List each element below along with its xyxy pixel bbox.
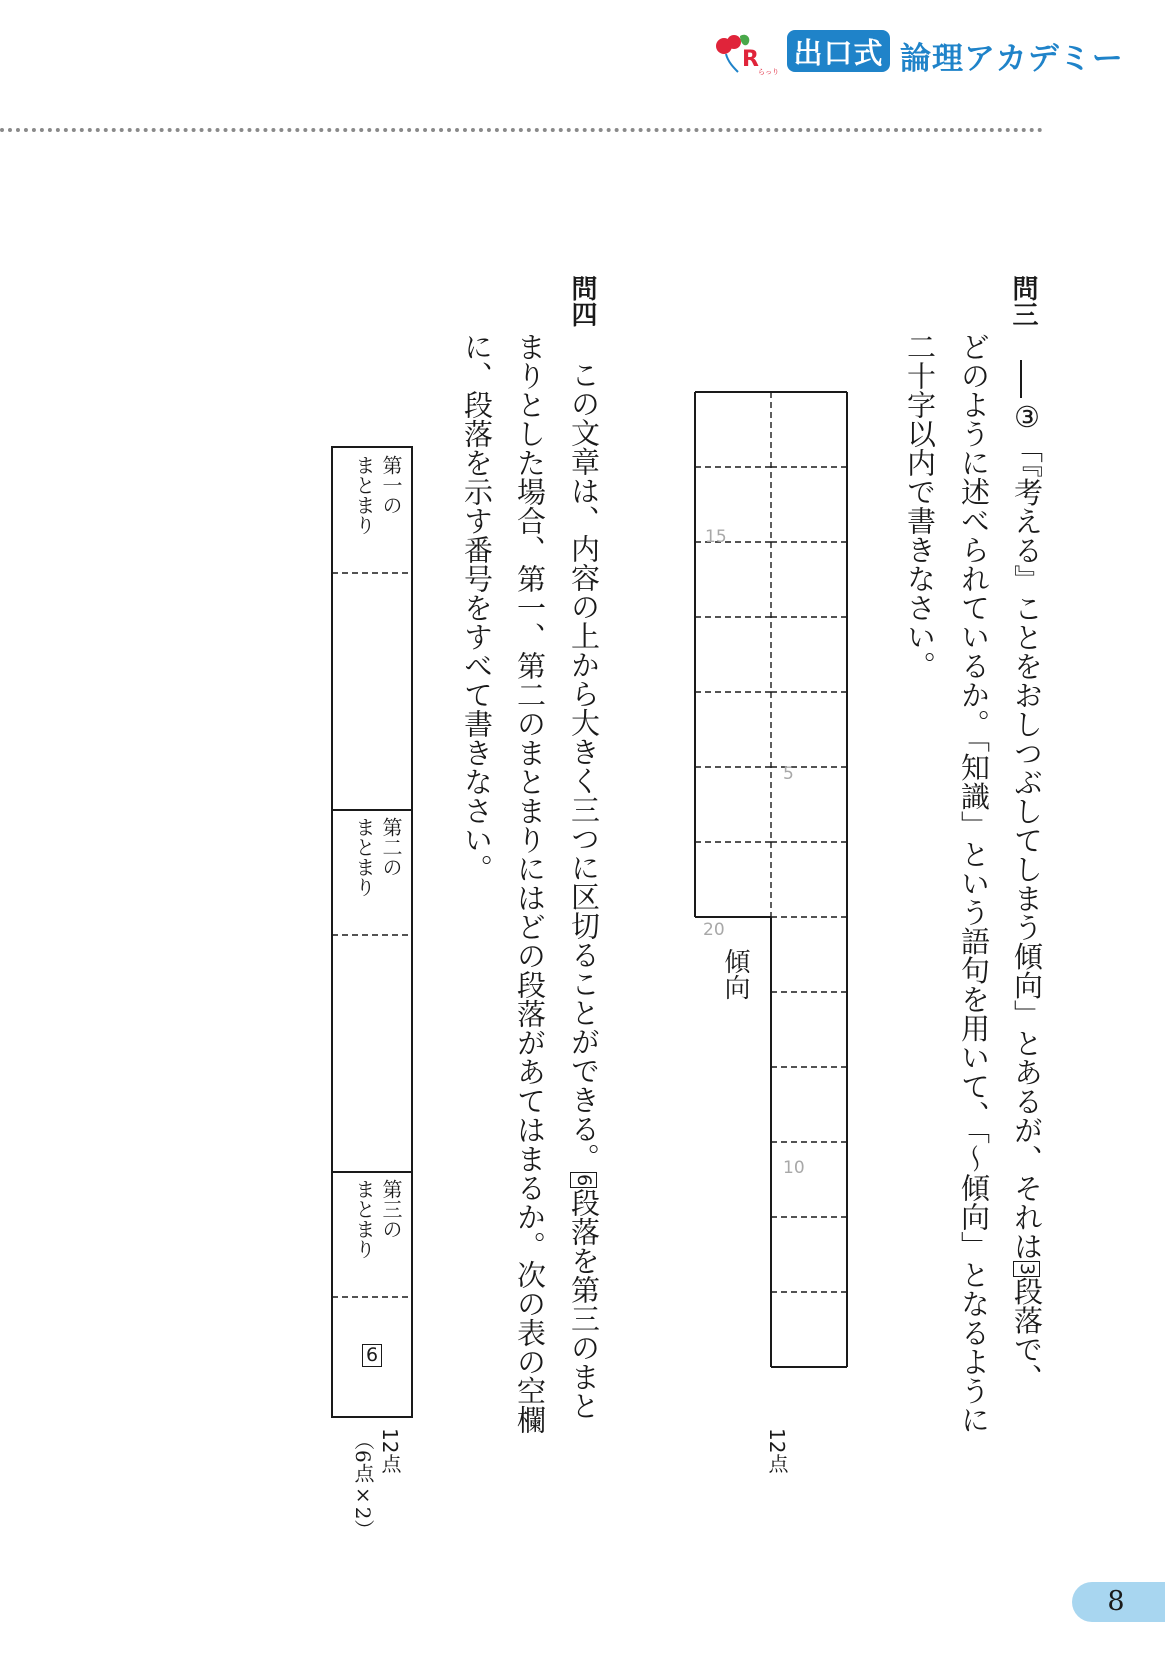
question-3-line-3: 二十字以内で書きなさい。 [903,332,937,680]
table-group-1-label: 第一の [379,455,403,515]
table-group-2-label: 第二の [379,817,403,877]
question-3-dash [1020,360,1022,398]
grid-cell[interactable] [772,1143,846,1216]
grid-cell[interactable] [772,843,846,916]
question-4-points-detail: （6点×2） [351,1430,375,1540]
question-3-points: 12点 [765,1428,789,1474]
grid-marker-10: 10 [783,1158,805,1178]
question-3-line-2: どのように述べられているか。「知識」という語句を用いて、「～傾向」となるように [957,332,991,1434]
table-group-3-label: 第三の [379,1179,403,1239]
grid-marker-15: 15 [705,527,727,547]
logo-small-text: らっり [758,68,779,76]
grid-cell[interactable] [772,393,846,466]
grid-cell[interactable] [696,393,770,466]
grid-marker-20: 20 [703,920,725,940]
grid-cell[interactable] [772,693,846,766]
question-4-points: 12点 [378,1428,402,1474]
table-group-1-label-2: まとまり [352,455,376,535]
question-3-line-1-tail: 段落で、 [1010,1276,1044,1393]
table-group-3-label-2: まとまり [352,1179,376,1259]
grid-cell[interactable] [772,618,846,691]
grid-marker-5: 5 [783,764,794,784]
question-4-line-1-text: この文章は、内容の上から大きく三つに区切ることができる。 [567,360,601,1172]
grid-cell[interactable] [772,918,846,991]
group-3-answer: 6 [362,1344,382,1367]
grid-cell[interactable] [696,768,770,841]
grid-cell[interactable] [772,993,846,1066]
question-4-line-2: まりとした場合、第一、第二のまとまりにはどの段落があてはまるか。次の表の空欄 [513,332,547,1434]
header-divider [0,128,1043,132]
grid-cell[interactable] [696,693,770,766]
grid-cell[interactable] [696,843,770,916]
grid-cell[interactable] [696,618,770,691]
group-2-answer-cell[interactable] [333,936,411,1171]
brand-badge: 出口式 [787,30,890,72]
answer-suffix: 傾向 [720,948,750,1000]
question-4-line-1-tail: 段落を第三のまと [567,1188,601,1421]
question-3-label: 問三 [1008,275,1038,327]
question-3-line-1 [1010,400,1044,1393]
question-3-ref: ③ [1010,400,1044,434]
grid-cell[interactable] [772,543,846,616]
table-group-2-label-2: まとまり [352,817,376,897]
grid-cell[interactable] [696,543,770,616]
grid-cell[interactable] [772,1068,846,1141]
group-1-answer-cell[interactable] [333,574,411,809]
question-4-line-1 [567,360,601,1421]
grid-cell[interactable] [772,1293,846,1366]
grid-cell[interactable] [772,468,846,541]
grid-cell[interactable] [772,1218,846,1291]
paragraph-number-box: 3 [1013,1261,1040,1277]
question-3-line-1-text: 「『考える』ことをおしつぶしてしまう傾向」とあるが、それは [1010,434,1044,1261]
brand-name: 論理アカデミー [900,41,1124,77]
paragraph-number-box: 6 [570,1172,597,1188]
svg-text:R: R [742,47,759,72]
page-number: 8 [1107,1586,1125,1617]
question-4-label: 問四 [567,275,597,327]
question-4-line-3: に、段落を示す番号をすべて書きなさい。 [460,332,494,883]
answer-table [330,445,422,1420]
logo-icon [712,30,784,78]
